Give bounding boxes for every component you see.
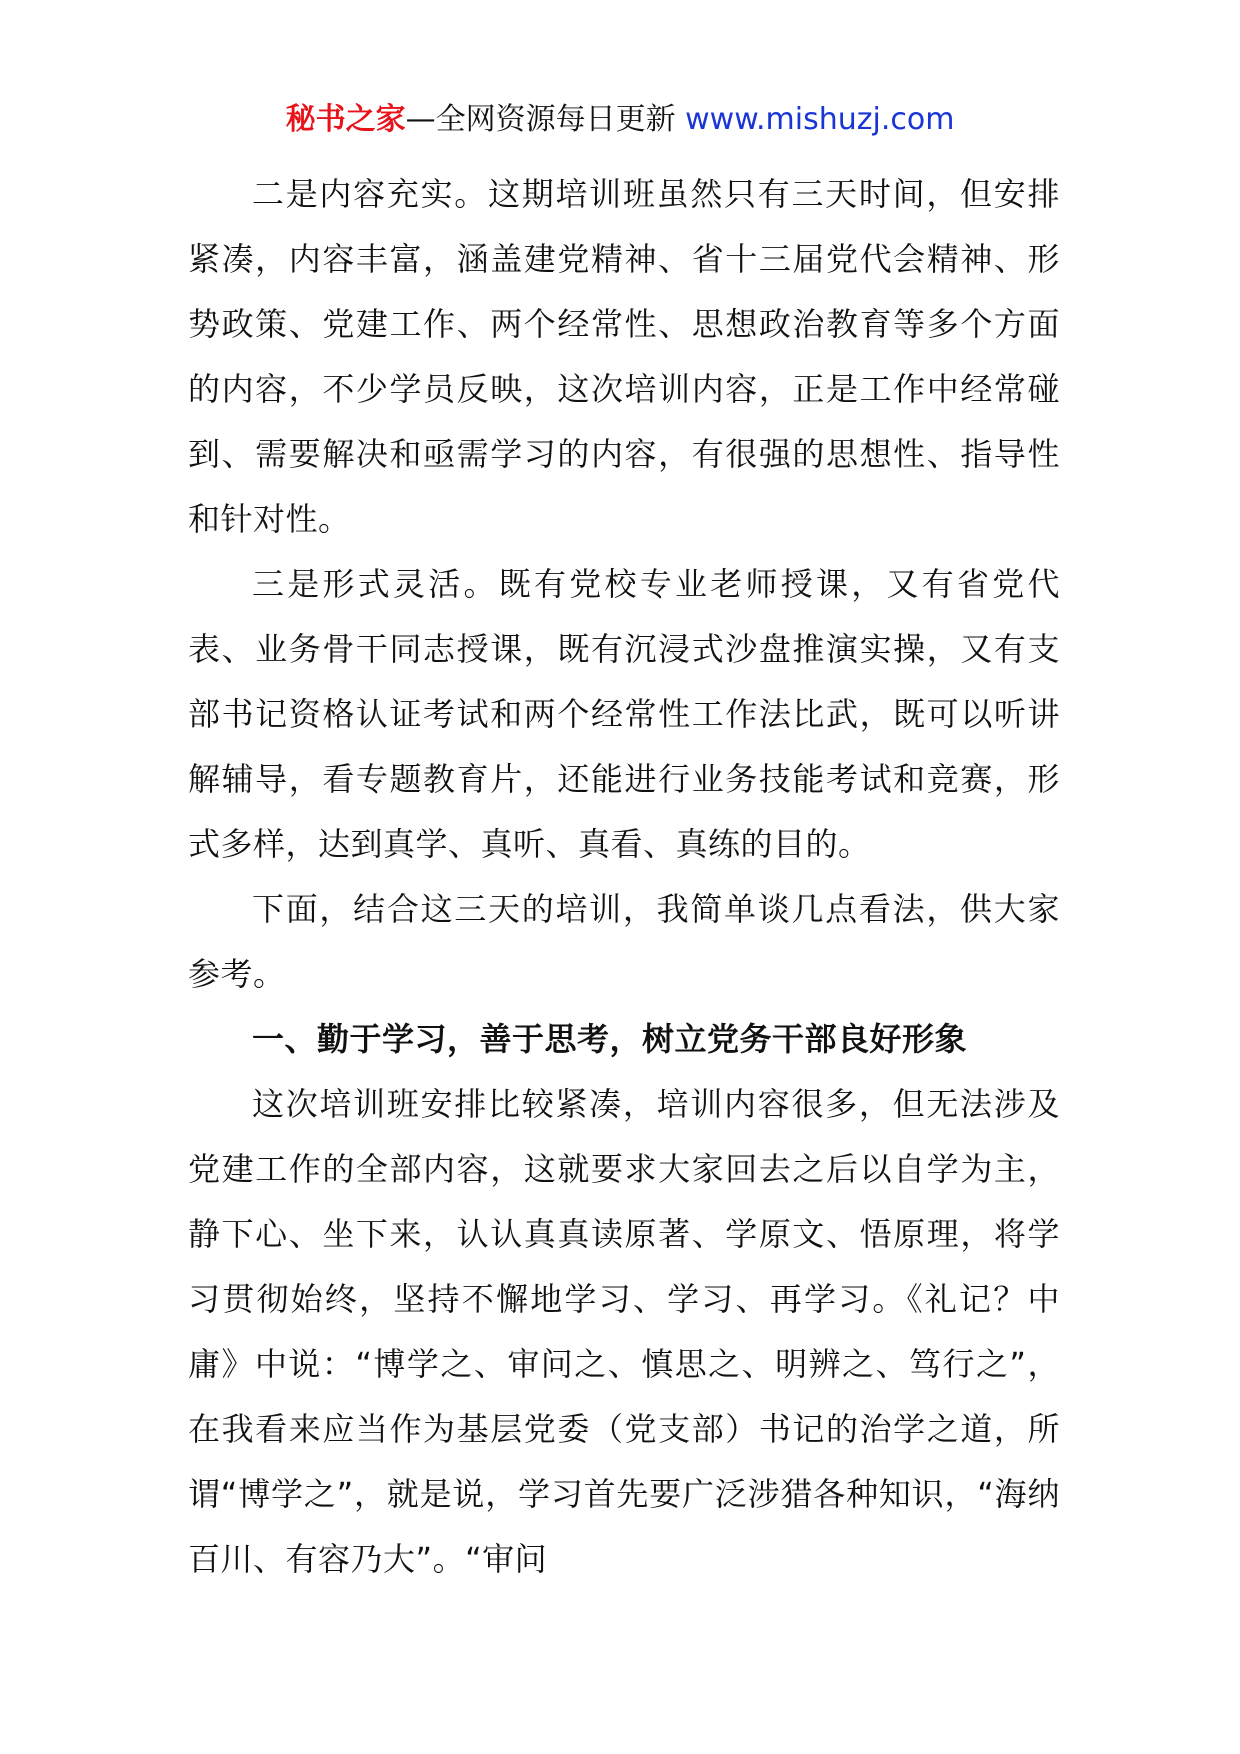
paragraph-study-guidance: 这次培训班安排比较紧凑，培训内容很多，但无法涉及党建工作的全部内容，这就要求大家回去之后以自学为主，静下心、坐下来，认认真真读原著、学原文、悟原理，将学习贯彻始终，坚持不懈地学习、学习、再学习。《礼记？中庸》中说：“博学之、审问之、慎思之、明辨之、笃行之”，在我看来应当作为基层党委（党支部）书记的治学之道，所谓“博学之”，就是说，学习首先要广泛涉猎各种知识，“海纳百川、有容乃大”。“审问 [188,1085,1060,1578]
site-url-link[interactable]: www.mishuzj.com [685,102,955,137]
section-heading-1: 一、勤于学习，善于思考，树立党务干部良好形象 [252,1020,968,1058]
paragraph-intro-views: 下面，结合这三天的培训，我简单谈几点看法，供大家参考。 [188,890,1060,993]
paragraph-format-flexible: 三是形式灵活。既有党校专业老师授课，又有省党代表、业务骨干同志授课，既有沉浸式沙盘推演实操，又有支部书记资格认证考试和两个经常性工作法比武，既可以听讲解辅导，看专题教育片，还能进行业务技能考试和竞赛，形式多样，达到真学、真听、真看、真练的目的。 [188,565,1060,863]
site-tagline: —全网资源每日更新 [405,102,686,137]
document-body [188,162,1060,1592]
site-header [0,98,1240,142]
site-brand: 秘书之家 [285,102,406,137]
paragraph-content-rich: 二是内容充实。这期培训班虽然只有三天时间，但安排紧凑，内容丰富，涵盖建党精神、省十三届党代会精神、形势政策、党建工作、两个经常性、思想政治教育等多个方面的内容，不少学员反映，这次培训内容，正是工作中经常碰到、需要解决和亟需学习的内容，有很强的思想性、指导性和针对性。 [188,175,1060,538]
